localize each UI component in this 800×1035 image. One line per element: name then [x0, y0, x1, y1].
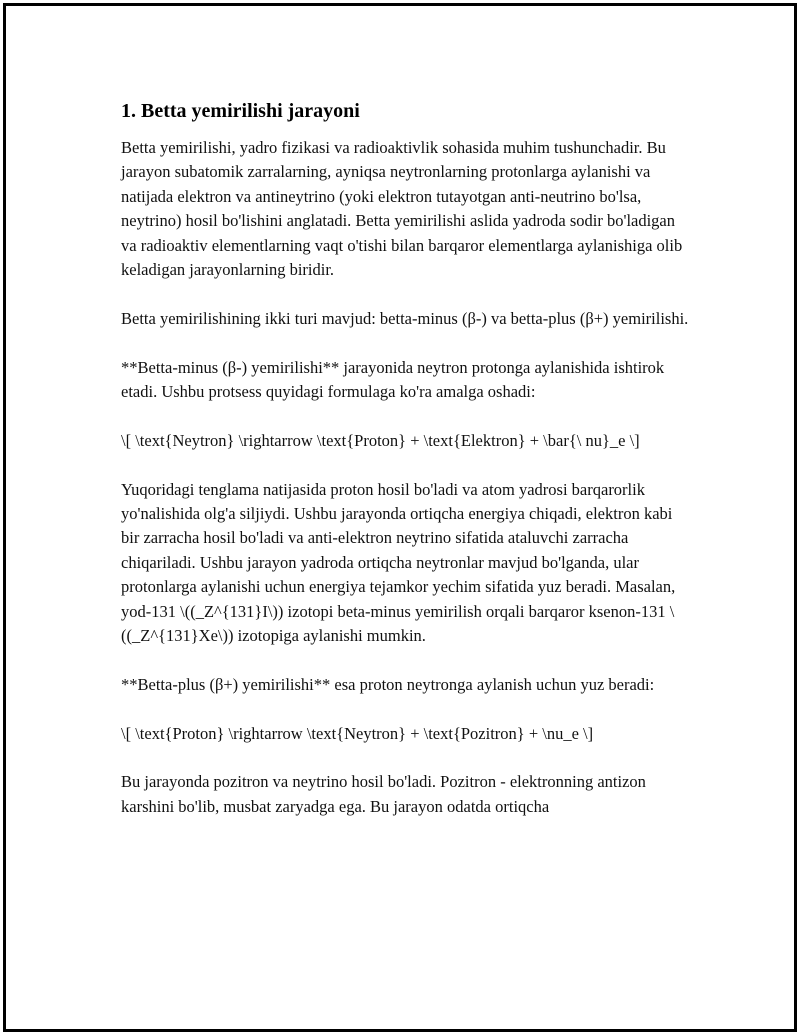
paragraph-types: Betta yemirilishining ikki turi mavjud: betta-minus (β-) va betta-plus (β+) yemirilishi.: [121, 308, 689, 328]
formula-beta-minus: \[ \text{Neytron} \rightarrow \text{Proton} + \text{Elektron} + \bar{\ nu}_e \]: [121, 430, 640, 450]
paragraph-beta-plus: **Betta-plus (β+) yemirilishi** esa proton neytronga aylanish uchun yuz beradi:: [121, 674, 655, 694]
paragraph-beta-minus: **Betta-minus (β-) yemirilishi** jarayonida neytron protonga aylanishida ishtirok etadi. Ushbu protsess quyidagi formulaga ko'ra amalga oshadi:: [121, 357, 665, 402]
paragraph-beta-plus-explanation: Bu jarayonda pozitron va neytrino hosil bo'ladi. Pozitron - elektronning antizon karshini bo'lib, musbat zaryadga ega. Bu jarayon odatda ortiqcha: [121, 772, 646, 816]
paragraph-intro: Betta yemirilishi, yadro fizikasi va radioaktivlik sohasida muhim tushunchadir. Bu jarayon subatomik zarralarning, ayniqsa neytronlarning protonlarga aylanishi va natijada elektron va antineytrino (yoki elektron tutayotgan anti-neutrino bo'lsa, neytrino) hosil bo'lishini anglatadi. Betta yemirilishi aslida yadroda sodir bo'ladigan va radioaktiv elementlarning vaqt o'tishi bilan barqaror elementlarga aylanishiga olib keladigan jarayonlarning biridir.: [121, 138, 683, 280]
document-body: [121, 98, 691, 819]
page-frame: [3, 3, 797, 1032]
paragraph-beta-minus-explanation: Yuqoridagi tenglama natijasida proton hosil bo'ladi va atom yadrosi barqarorlik yo'nalishida olg'a siljiydi. Ushbu jarayonda ortiqcha energiya chiqadi, elektron kabi bir zarracha hosil bo'ladi va anti-elektron neytrino sifatida ataluvchi zarracha chiqariladi. Ushbu jarayon yadroda ortiqcha neytronlar mavjud bo'lganda, ular protonlarga aylanishi uchun energiya tejamkor yechim sifatida yuz beradi. Masalan, yod-131 \((_Z^{131}I\)) izotopi beta-minus yemirilish orqali barqaror ksenon-131 \((_Z^{131}Xe\)) izotopiga aylanishi mumkin.: [121, 479, 676, 646]
formula-beta-plus: \[ \text{Proton} \rightarrow \text{Neytron} + \text{Pozitron} + \nu_e \]: [121, 723, 594, 743]
section-heading: 1. Betta yemirilishi jarayoni: [121, 100, 360, 122]
